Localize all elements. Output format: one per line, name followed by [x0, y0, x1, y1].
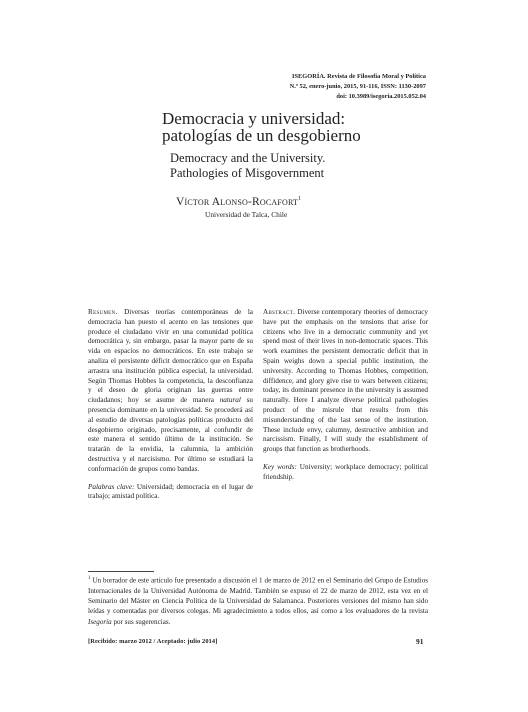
abstract-label: Abstract. [263, 308, 296, 316]
journal-doi: doi: 10.3989/isegoria.2015.052.04 [336, 93, 426, 100]
title-spanish-line1: Democracia y universidad: [162, 109, 346, 128]
title-english-line2: Pathologies of Misgovernment [170, 165, 325, 180]
resumen-keywords-label: Palabras clave: [88, 482, 135, 491]
abstract-text: Diverse contemporary theories of democracy have put the emphasis on the tensions that arise for citizens who live in a democratic community and yet spend most of their lives in non-democratic spaces. This work examines the persistent democratic deficit that in Spain weighs down a special public institution, the university. According to Thomas Hobbes, competition, diffidence, and glory give rise to wars between citizens; today, its dominant presence in the university is assumed naturally. Here I analyze diverse political pathologies product of the misrule that results from this misunderstanding of the last sense of the institution. These include envy, calumny, destructive ambition and narcissism. Finally, I will study the establishment of groups that function as brotherhoods. [263, 308, 428, 454]
journal-name: ISEGORÍA. Revista de Filosofía Moral y Política [291, 73, 426, 80]
footnote-text-part2: por sus sugerencias. [113, 617, 171, 626]
received-accepted-dates: [Recibido: marzo 2012 / Aceptado: julio 2014] [88, 638, 218, 645]
resumen-keywords [88, 483, 253, 503]
author-footnote-marker: 1 [298, 196, 302, 202]
title-spanish-line2: patologías de un desgobierno [162, 126, 361, 145]
footnote-marker: 1 [88, 576, 91, 581]
footnote [88, 574, 428, 627]
resumen-italic-word: natural [219, 396, 241, 405]
title-english [170, 151, 410, 180]
journal-issue: N.º 52, enero-junio, 2015, 91-116, ISSN: 1130-2097 [289, 83, 426, 90]
resumen-paragraph [88, 308, 253, 475]
abstract-keywords-text: University; workplace democracy; political friendship. [263, 462, 428, 481]
resumen-text-part1: Diversas teorías contemporáneas de la democracia han puesto el acento en las tensiones que produce el ciudadano vivir en una comunidad política democrática y, sin embargo, pasar la mayor parte de su vida en espacios no democráticos. En este trabajo se analiza el persistente déficit democrático que en España arrastra una institución pública especial, la universidad. Según Thomas Hobbes la competencia, la desconfianza y el deseo de gloria originan las guerras entre ciudadanos; hoy se asume de manera [88, 308, 254, 405]
abstract-column [263, 308, 428, 483]
resumen-label: Resumen. [88, 308, 118, 316]
author-name [176, 192, 301, 209]
abstract-keywords [263, 463, 428, 483]
abstract-keywords-label: Key words: [263, 462, 297, 471]
footnote-italic-word: Isegoría [88, 617, 112, 626]
title-spanish [162, 110, 402, 144]
resumen-column [88, 308, 253, 502]
author-affiliation: Universidad de Talca, Chile [205, 210, 288, 219]
abstract-paragraph [263, 308, 428, 455]
author-name-text: Víctor Alonso-Rocafort [176, 195, 299, 208]
resumen-keywords-text: Universidad; democracia en el lugar de trabajo; amistad política. [88, 482, 253, 501]
footnote-text-part1: Un borrador de este artículo fue presentado a discusión el 1 de marzo de 2012 en el Seminario del Grupo de Estudios Internacionales de la Universidad Autónoma de Madrid. También se expuso el 22 de marzo de 2012, esta vez en el Seminario del Máster en Ciencia Política de la Universidad de Salamanca. Posteriores versiones del mismo han sido leídas y comentadas por diversos colegas. Mi agradecimiento a todos ellos, así como a los evaluadores de la revista [88, 576, 428, 616]
footnote-divider [88, 571, 154, 572]
journal-header [250, 72, 426, 102]
resumen-text-part2: su presencia dominante en la universidad. Se procederá así al estudio de diversas patologías políticas producto del desgobierno originado, precisamente, al confundir de este manera el sentido último de la institución. Se tratarán de la envidia, la calumnia, la ambición destructiva y el narcisismo. Por último se estudiará la conformación de grupos como bandas. [88, 396, 253, 473]
title-english-line1: Democracy and the University. [170, 151, 326, 165]
page-number: 91 [416, 637, 424, 646]
